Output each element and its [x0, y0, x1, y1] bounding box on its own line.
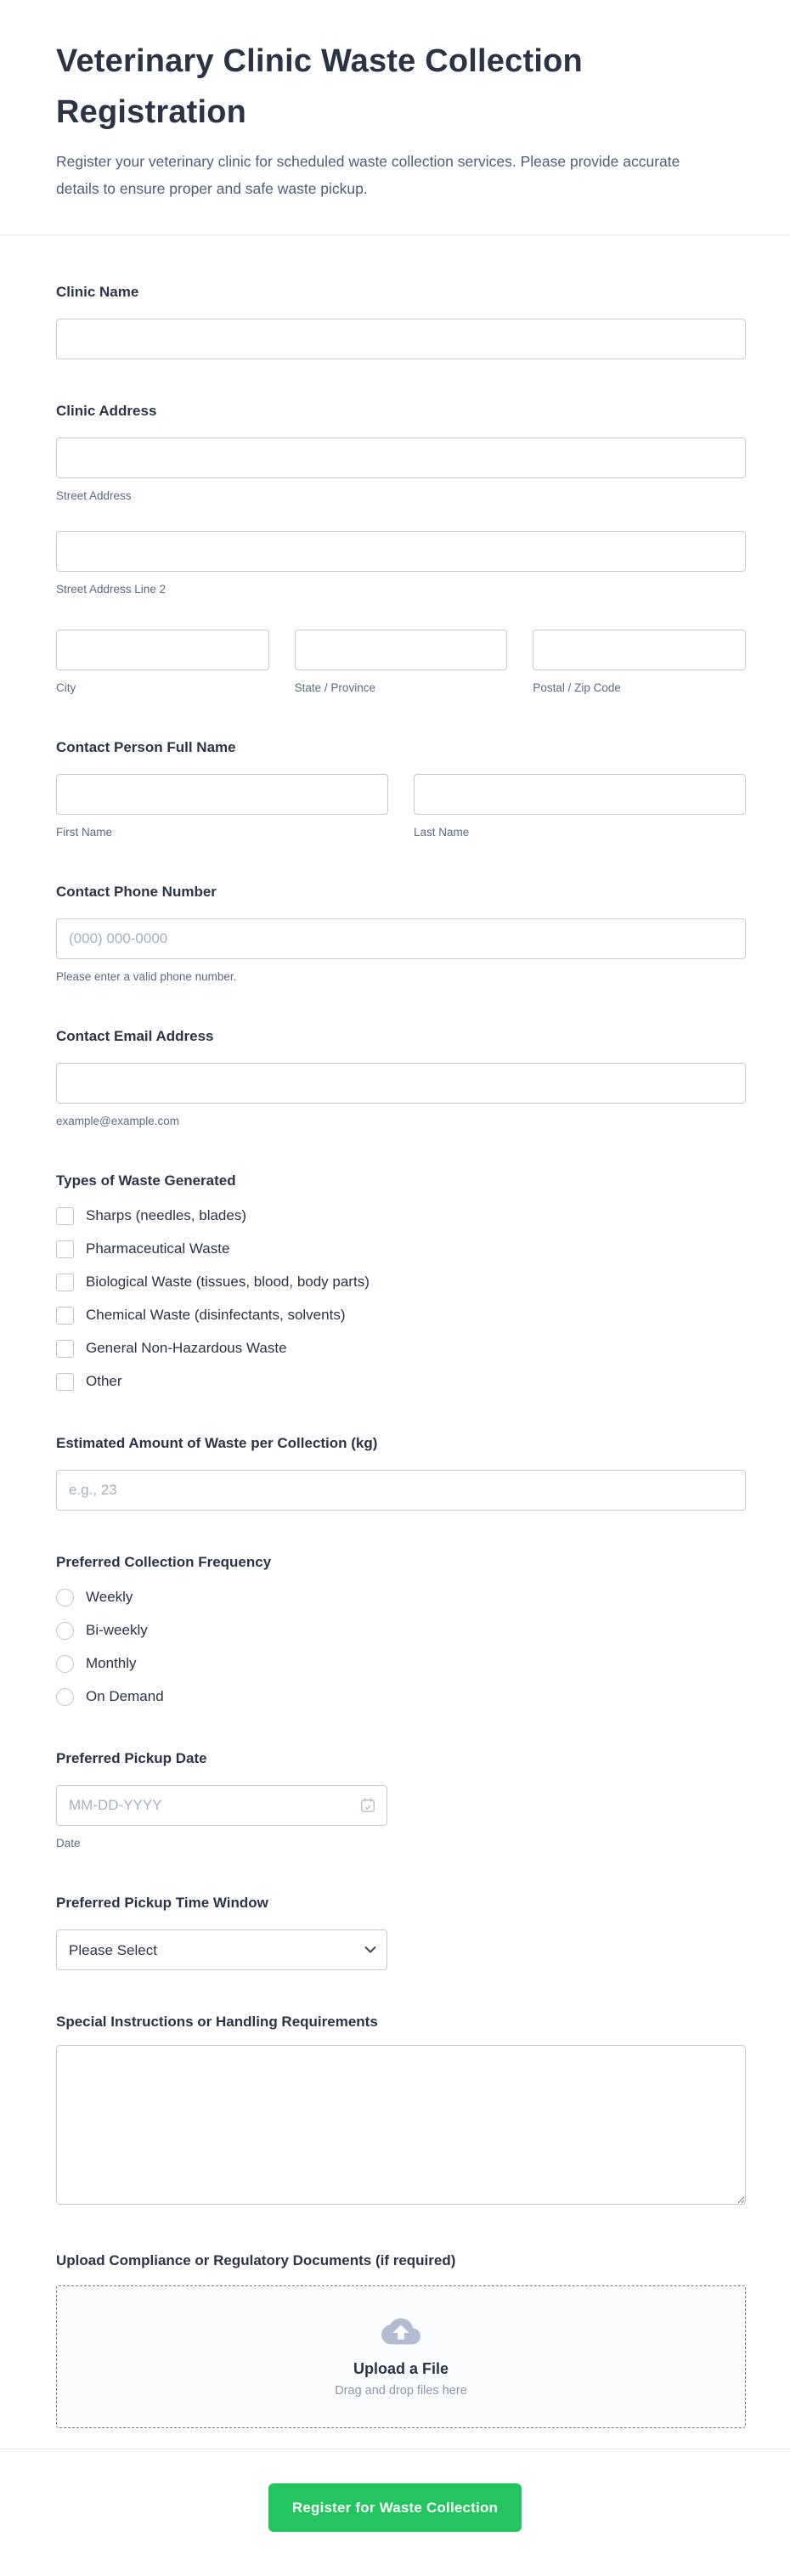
- field-clinic-name: [56, 281, 746, 359]
- page-description: Register your veterinary clinic for scheduled waste collection services. Please provide accurate details to ensure proper and safe waste pickup.: [56, 153, 680, 197]
- first-name-input[interactable]: [56, 774, 388, 815]
- city-input[interactable]: [56, 630, 269, 670]
- page-title: Veterinary Clinic Waste Collection Registration: [56, 43, 583, 130]
- checkbox-option-other[interactable]: [56, 1371, 746, 1392]
- radio-option-biweekly[interactable]: [56, 1620, 746, 1641]
- field-upload: [56, 2250, 746, 2428]
- field-phone: [56, 881, 746, 985]
- email-hint: example@example.com: [56, 1115, 180, 1127]
- pickup-date-input[interactable]: [56, 1785, 387, 1826]
- select-wrap: [56, 1929, 387, 1970]
- field-time-window: [56, 1892, 746, 1970]
- general-checkbox[interactable]: [56, 1340, 74, 1358]
- upload-title: Upload a File: [353, 2359, 449, 2377]
- form-body: [0, 235, 790, 2428]
- biweekly-radio[interactable]: [56, 1622, 74, 1640]
- checkbox-option-label: Biological Waste (tissues, blood, body parts): [86, 1274, 370, 1290]
- chemical-checkbox[interactable]: [56, 1307, 74, 1325]
- field-frequency: [56, 1551, 746, 1707]
- first-name-group: [56, 774, 388, 840]
- postal-sublabel: Postal / Zip Code: [533, 681, 621, 694]
- checkbox-option-label: General Non-Hazardous Waste: [86, 1340, 287, 1356]
- radio-option-weekly[interactable]: [56, 1587, 746, 1607]
- street-address-sublabel: Street Address: [56, 489, 132, 502]
- field-email: [56, 1025, 746, 1129]
- radio-option-ondemand[interactable]: [56, 1686, 746, 1707]
- radio-option-label: Bi-weekly: [86, 1622, 148, 1638]
- state-sublabel: State / Province: [294, 681, 375, 694]
- field-instructions: [56, 2011, 746, 2209]
- submit-button[interactable]: Register for Waste Collection: [268, 2483, 522, 2532]
- last-name-group: [414, 774, 746, 840]
- time-window-label: Preferred Pickup Time Window: [56, 1895, 268, 1911]
- street-address-line2-sublabel: Street Address Line 2: [56, 583, 166, 596]
- postal-input[interactable]: [533, 630, 746, 670]
- checkbox-option-label: Chemical Waste (disinfectants, solvents): [86, 1307, 346, 1323]
- street-address-input[interactable]: [56, 438, 746, 478]
- email-label: Contact Email Address: [56, 1028, 214, 1044]
- city-sublabel: City: [56, 681, 76, 694]
- pickup-date-label: Preferred Pickup Date: [56, 1750, 207, 1766]
- upload-label: Upload Compliance or Regulatory Documents (if required): [56, 2252, 456, 2268]
- contact-person-label: Contact Person Full Name: [56, 739, 236, 755]
- radio-option-monthly[interactable]: [56, 1653, 746, 1674]
- waste-types-label: Types of Waste Generated: [56, 1172, 236, 1189]
- first-name-sublabel: First Name: [56, 826, 113, 839]
- checkbox-option-label: Other: [86, 1373, 122, 1389]
- city-group: [56, 630, 269, 696]
- state-input[interactable]: [295, 630, 508, 670]
- street-address-line2-input[interactable]: [56, 531, 746, 572]
- phone-input[interactable]: [56, 918, 746, 959]
- file-dropzone[interactable]: [56, 2285, 746, 2428]
- instructions-label: Special Instructions or Handling Requirements: [56, 2014, 378, 2030]
- amount-label: Estimated Amount of Waste per Collection (kg): [56, 1435, 378, 1451]
- email-input[interactable]: [56, 1063, 746, 1104]
- cloud-upload-icon: [381, 2317, 420, 2350]
- clinic-address-label: Clinic Address: [56, 403, 157, 419]
- checkbox-option-sharps[interactable]: [56, 1206, 746, 1226]
- form-footer: [0, 2449, 790, 2576]
- field-amount: [56, 1432, 746, 1511]
- clinic-name-label: Clinic Name: [56, 284, 139, 300]
- state-group: [295, 630, 508, 696]
- radio-option-label: Weekly: [86, 1589, 133, 1605]
- instructions-textarea[interactable]: [56, 2045, 746, 2205]
- radio-option-label: On Demand: [86, 1688, 164, 1704]
- postal-group: [533, 630, 746, 696]
- amount-input[interactable]: [56, 1470, 746, 1511]
- time-window-select[interactable]: [56, 1929, 387, 1970]
- checkbox-option-chemical[interactable]: [56, 1305, 746, 1325]
- sharps-checkbox[interactable]: [56, 1207, 74, 1225]
- field-clinic-address: [56, 400, 746, 696]
- clinic-name-input[interactable]: [56, 319, 746, 359]
- last-name-sublabel: Last Name: [414, 826, 470, 839]
- phone-hint: Please enter a valid phone number.: [56, 970, 237, 983]
- form-header: [0, 0, 790, 234]
- upload-subtitle: Drag and drop files here: [335, 2383, 467, 2398]
- checkbox-option-pharmaceutical[interactable]: [56, 1239, 746, 1259]
- checkbox-option-general[interactable]: [56, 1338, 746, 1359]
- pickup-date-sublabel: Date: [56, 1837, 81, 1850]
- frequency-label: Preferred Collection Frequency: [56, 1554, 272, 1570]
- last-name-input[interactable]: [414, 774, 746, 815]
- ondemand-radio[interactable]: [56, 1688, 74, 1706]
- radio-option-label: Monthly: [86, 1655, 137, 1671]
- field-contact-person: [56, 737, 746, 840]
- phone-label: Contact Phone Number: [56, 884, 217, 900]
- checkbox-option-label: Sharps (needles, blades): [86, 1207, 247, 1223]
- field-waste-types: [56, 1170, 746, 1392]
- monthly-radio[interactable]: [56, 1655, 74, 1673]
- other-checkbox[interactable]: [56, 1373, 74, 1391]
- checkbox-option-label: Pharmaceutical Waste: [86, 1240, 230, 1257]
- checkbox-option-biological[interactable]: [56, 1272, 746, 1292]
- biological-checkbox[interactable]: [56, 1274, 74, 1291]
- weekly-radio[interactable]: [56, 1589, 74, 1607]
- pharmaceutical-checkbox[interactable]: [56, 1240, 74, 1258]
- field-pickup-date: [56, 1748, 746, 1851]
- date-input-wrap: [56, 1785, 387, 1826]
